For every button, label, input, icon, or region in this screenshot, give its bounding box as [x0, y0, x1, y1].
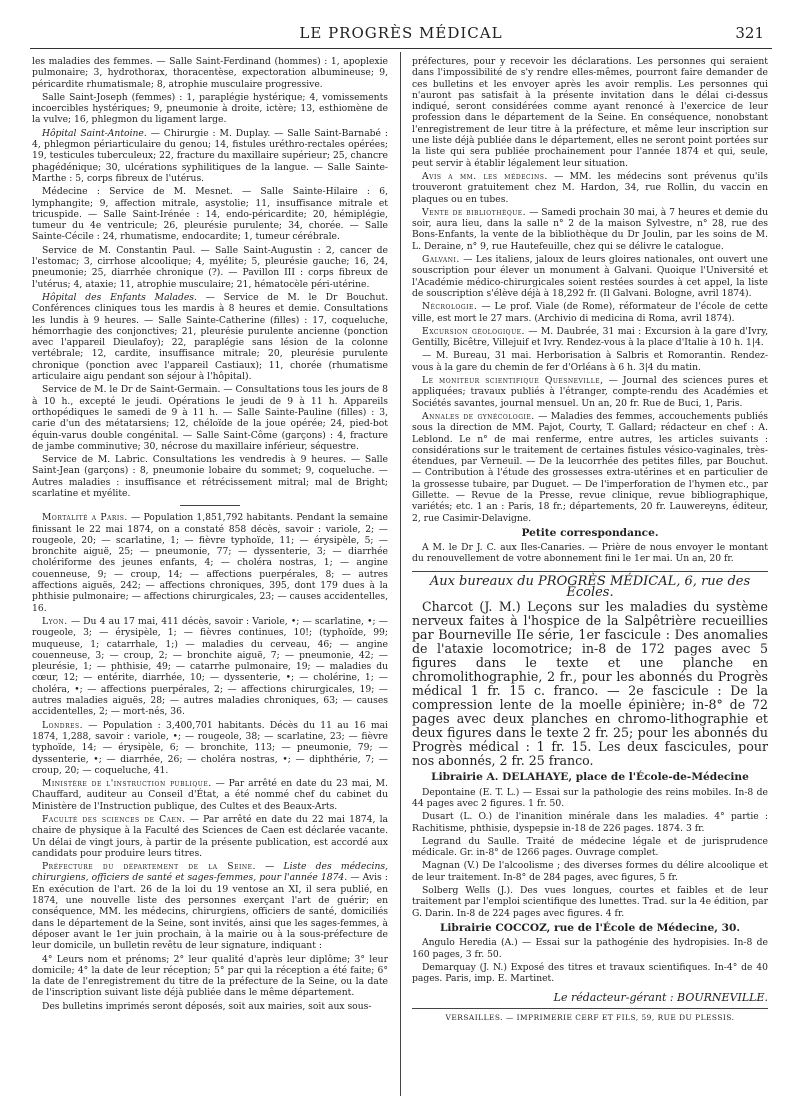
section-title: Préfecture du département de la Seine.	[42, 861, 256, 873]
right-column	[412, 56, 768, 1023]
paragraph	[32, 861, 388, 951]
paragraph: 4° Leurs nom et prénoms; 2° leur qualité d'après leur diplôme; 3° leur domicile; 4° la date de leur réception; 5° par qui la réception a été faite; 6° la date de l'enregistrement du titre de la préfecture de la Seine, ou la date de l'inscription suivant liste déjà publiée dans le même département.	[32, 953, 388, 999]
paragraph-text: — Par arrêté en date du 22 mai 1874, la chaire de physique à la Faculté des Sciences de Caen est déclarée vacante. Un délai de vingt jours, à partir de la présente publication, est accordé aux candidats pour produire leurs titres.	[32, 814, 388, 859]
advertisement-text: Charcot (J. M.) Leçons sur les maladies du système nerveux faites à l'hospice de la Salpêtrière recueillies par Bourneville IIe série, 1er fascicule : Des anomalies de l'ataxie locomotrice; in-8 de 172 pages avec 5 figures dans le texte et une planche en chromolithographie, 2 fr., pour les abonnés du Progrès médical 1 fr. 15 c. franco. — 2e fascicule : De la compression lente de la moelle épinière; in-8° de 72 pages avec deux planches en chromo-lithographie et deux figures dans le texte 2 fr. 25; pour les abonnés du Progrès médical : 1 fr. 15. Les deux fascicules, pour nos abonnés, 2 fr. 25 franco.	[412, 599, 768, 769]
paragraph: A M. le Dr J. C. aux Iles-Canaries. — Prière de nous envoyer le montant du renouvellement de votre abonnement fini le 1er mai. Un an, 20 fr.	[412, 542, 768, 565]
paragraph: Service de M. le Dr de Saint-Germain. — Consultations tous les jours de 8 à 10 h., excepté le jeudi. Opérations le jeudi de 9 à 11 h. Appareils orthopédiques le samedi de 9 à 11 h. — Salle Sainte-Pauline (filles) : 3, carie d'un des métatarsiens; 12, chéloïde de la joue opérée; 24, pied-bot équin-varus double congénital. — Salle Saint-Côme (garçons) : 4, fracture de jambe comminutive; 30, nécrose du maxillaire inférieur, séquestre.	[32, 384, 388, 452]
left-column	[32, 56, 388, 1014]
section-title: Avis a mm. les médecins.	[422, 170, 548, 182]
section-title: Londres.	[42, 719, 84, 731]
paragraph: — M. Bureau, 31 mai. Herborisation à Salbris et Romorantin. Rendez-vous à la gare du chemin de fer d'Orléans à 6 h. 3|4 du matin.	[412, 350, 768, 373]
paragraph	[412, 375, 768, 409]
section-title: Mortalité a Paris.	[42, 512, 128, 524]
printer-footer: VERSAILLES. — IMPRIMERIE CERF ET FILS, 59, RUE DU PLESSIS.	[412, 1008, 768, 1023]
correspondence-heading: Petite correspondance.	[521, 526, 659, 539]
section-title: Hôpital Saint-Antoine.	[42, 127, 147, 139]
page-header	[30, 22, 772, 44]
paragraph	[32, 814, 388, 859]
paragraph	[412, 207, 768, 252]
section-title: Faculté des sciences de Caen.	[42, 814, 186, 825]
paragraph: les maladies des femmes. — Salle Saint-Ferdinand (hommes) : 1, apoplexie pulmonaire; 3, hydrothorax, thoracentèse, expectoration albumineuse; 9, péricardite rhumatismale; 8, atrophie musculaire progressive.	[32, 56, 388, 90]
book-entry: Legrand du Saulle. Traité de médecine légale et de jurisprudence médicale. Gr. in-8° de 1266 pages. Ouvrage complet.	[412, 835, 768, 859]
column-divider	[400, 52, 401, 1096]
section-title: Lyon.	[42, 615, 68, 627]
bookshop-heading: Librairie COCCOZ, rue de l'École de Médecine, 30.	[439, 921, 741, 934]
paragraph-text: — Avis : En exécution de l'art. 26 de la loi du 19 ventose an XI, il sera publié, en 1874, une nouvelle liste des personnes exerçant l'art de guérir; en conséquence, MM. les médecins, chirurgiens, officiers de santé, domiciliés dans le département de la Seine, sont invités, ainsi que les sages-femmes, à déposer avant le 1er juin prochain, à la mairie ou à la sous-préfecture de leur domicile, un bulletin revêtu de leur signature, indiquant :	[32, 872, 388, 952]
advertisement-heading: Aux bureaux du PROGRÈS MÉDICAL, 6, rue des Écoles.	[429, 573, 751, 601]
header-rule	[30, 48, 772, 49]
paragraph: Médecine : Service de M. Mesnet. — Salle Sainte-Hilaire : 6, lymphangite; 9, affection mitrale, asystolie; 11, insuffisance mitrale et tricuspide. — Salle Saint-Irénée : 14, endo-péricardite; 20, hémiplégie, tumeur du 4e ventricule; 26, pleurésie purulente; 34, chorée. — Salle Sainte-Cécile : 24, rhumatisme, endocardite; 1, tumeur cérébrale.	[32, 186, 388, 243]
paragraph-text: — Les italiens, jaloux de leurs gloires nationales, ont ouvert une souscription pour élever un monument à Galvani. Quoique l'Université et l'Académie médico-chirurgicales soient restées sourdes à cet appel, la liste de souscription s'élève déjà à 18,292 fr. (Il Galvani. Bologne, avril 1874).	[412, 254, 768, 299]
paragraph-text: — Le prof. Viale (de Rome), réformateur de l'école de cette ville, est mort le 27 mars. (Archivio di medicina di Roma, avril 1874).	[412, 301, 768, 324]
paragraph-text: — Journal des sciences pures et appliquées; travaux publiés à l'étranger, compte-rendu des Académies et Sociétés savantes, journal mensuel. Un an, 20 fr. Rue de Buci, 1, Paris.	[412, 375, 768, 409]
book-entry: Depontaine (E. T. L.) — Essai sur la pathologie des reins mobiles. In-8 de 44 pages avec 2 figures. 1 fr. 50.	[412, 786, 768, 809]
section-title: Ministère de l'instruction publique.	[42, 778, 212, 790]
paragraph	[412, 254, 768, 299]
paragraph	[412, 171, 768, 205]
section-rule	[412, 571, 768, 572]
paragraph: préfectures, pour y recevoir les déclarations. Les personnes qui seraient dans l'impossibilité de s'y rendre elles-mêmes, pourront faire demander de ces bulletins et les envoyer après les avoir remplis. Les personnes qui n'auront pas satisfait à la présente invitation dans le délai ci-dessus indiqué, seront considérées comme ayant renoncé à l'exercice de leur profession dans le département de la Seine. En conséquence, nonobstant l'enregistrement de leur titre à la préfecture, et même leur inscription sur une liste déjà publiée dans le département, elles ne seront point portées sur la liste qui sera publiée prochainement pour l'année 1874 et qui, seule, peut servir à établir légalement leur situation.	[412, 56, 768, 169]
section-rule	[180, 505, 240, 506]
paragraph-text: — Population : 3,400,701 habitants. Décès du 11 au 16 mai 1874, 1,288, savoir : variole, •; — rougeole, 38; — scarlatine, 23; — fièvre typhoïde, 14; — érysipèle, 6; — bronchite, 113; — pneumonie, 79; — dyssenterie, •; — diarrhée, 26; — choléra nostras, •; — diphthérie, 7; — croup, 20; — coqueluche, 41.	[32, 719, 388, 776]
paragraph	[32, 720, 388, 776]
paragraph: Salle Saint-Joseph (femmes) : 1, paraplégie hystérique; 4, vomissements incoercibles hystériques; 9, pneumonie à droite, ictère; 13, esthiomène de la vulve; 16, phlegmon du ligament large.	[32, 91, 388, 126]
bookshop-heading: Librairie A. DELAHAYE, place de l'École-de-Médecine	[431, 771, 749, 784]
paragraph-text: — MM. les médecins sont prévenus qu'ils trouveront gratuitement chez M. Hardon, 34, rue Rollin, du vaccin en plaques ou en tubes.	[412, 170, 768, 205]
section-title: Annales de gynécologie.	[422, 410, 535, 422]
section-title: Le moniteur scientifique Quesneville,	[422, 375, 604, 387]
book-entry: Solberg Wells (J.). Des vues longues, courtes et faibles et de leur traitement par l'emploi scientifique des lunettes. Trad. sur la 4e édition, par G. Darin. In-8 de 224 pages avec figures. 4 fr.	[412, 885, 768, 919]
section-title: Vente de bibliothèque.	[422, 206, 527, 218]
paragraph	[32, 128, 388, 184]
paragraph	[412, 326, 768, 349]
paragraph-text: — M. Daubrée, 31 mai : Excursion à la gare d'Ivry, Gentilly, Bicêtre, Villejuif et Ivry. Rendez-vous à la place d'Italie à 10 h. 1|4.	[412, 325, 768, 349]
paragraph: Des bulletins imprimés seront déposés, soit aux mairies, soit aux sous-	[42, 1000, 372, 1012]
book-entry: Dusart (L. O.) de l'inanition minérale dans les maladies. 4° partie : Rachitisme, phthisie, dyspepsie in-18 de 226 pages. 1874. 3 fr.	[412, 811, 768, 834]
section-title: Galvani.	[422, 254, 460, 266]
paragraph: Service de M. Constantin Paul. — Salle Saint-Augustin : 2, cancer de l'estomac; 3, cirrhose alcoolique; 4, myélite; 5, pleurésie gauche; 16, 24, pneumonie; 25, diarrhée chronique (?). — Pavillon III : corps fibreux de l'utérus; 4, ataxie; 11, atrophie musculaire; 21, hématocèle péri-utérine.	[32, 244, 388, 290]
paragraph-text: — Population 1,851,792 habitants. Pendant la semaine finissant le 22 mai 1874, on a constaté 858 décès, savoir : variole, 2; — rougeole, 20; — scarlatine, 1; — fièvre typhoïde, 11; — érysipèle, 5; — bronchite aiguë, 25; — pneumonie, 77; — dyssenterie, 3; — diarrhée cholériforme des jeunes enfants, 4; — choléra nostras, 1; — angine couenneuse, 9; — croup, 14; — affections puerpérales, 8; — autres affections aiguës, 242; — affections chroniques, 395, dont 179 dues à la phthisie pulmonaire; — affections chirurgicales, 23; — causes accidentelles, 16.	[32, 512, 388, 614]
page-number: 321	[735, 24, 764, 42]
paragraph	[32, 778, 388, 812]
paragraph-text: — Samedi prochain 30 mai, à 7 heures et demie du soir, aura lieu, dans la salle n° 2 de la maison Sylvestre, n° 28, rue des Bons-Enfants, la vente de la bibliothèque du Dr Joulin, par les soins de M. L. Deraine, n° 9, rue Hautefeuille, chez qui se délivre le catalogue.	[412, 206, 768, 252]
paragraph: Service de M. Labric. Consultations les vendredis à 9 heures. — Salle Saint-Jean (garçons) : 8, pneumonie lobaire du sommet; 9, coqueluche. — Autres maladies : insuffisance et rétrécissement mitral; mal de Bright; scarlatine et myélite.	[32, 454, 388, 499]
paragraph	[32, 292, 388, 382]
section-title: Excursion géologique.	[422, 325, 525, 337]
book-entry: Angulo Heredia (A.) — Essai sur la pathogénie des hydropisies. In-8 de 160 pages, 3 fr. 50.	[412, 937, 768, 960]
paragraph	[32, 616, 388, 718]
book-entry: Demarquay (J. N.) Exposé des titres et travaux scientifiques. In-4° de 40 pages. Paris, imp. E. Martinet.	[412, 961, 768, 985]
section-title: Nécrologie.	[422, 301, 478, 313]
paragraph	[412, 301, 768, 324]
editor-signature: Le rédacteur-gérant : BOURNEVILLE.	[553, 991, 768, 1005]
paragraph-text: — Maladies des femmes, accouchements publiés sous la direction de MM. Pajot, Courty, T. Gallard; rédacteur en chef : A. Leblond. Le n° de mai renferme, entre autres, les articles suivants : considérations sur le traitement de certaines fistules vésico-vaginales, très-étendues, par Verneuil. — De la leucorrhée des petites filles, par Bouchut. — Contribution à l'étude des grossesses extra-utérines et en particulier de la grossesse tubaire, par Duguet. — De l'imperforation de l'hymen etc., par Gillette. — Revue de la Presse, revue clinique, revue bibliographique, variétés; etc. 1 an : Paris, 18 fr.; départements, 20 fr. Lauwereyns, éditeur, 2, rue Casimir-Delavigne.	[412, 410, 768, 524]
paragraph-text: — Par arrêté en date du 23 mai, M. Chauffard, auditeur au Conseil d'État, a été nommé chef du cabinet du Ministère de l'Instruction publique, des Cultes et des Beaux-Arts.	[32, 778, 388, 812]
paragraph-text: — Chirurgie : M. Duplay. — Salle Saint-Barnabé : 4, phlegmon périarticulaire du genou; 14, fistules uréthro-rectales opérées; 19, testicules tuberculeux; 22, fracture du maxillaire supérieur; 25, chancre phagédénique; 30, ulcérations syphilitiques de la langue. — Salle Sainte-Marthe : 5, corps fibreux de l'utérus.	[32, 127, 388, 184]
section-title: Hôpital des Enfants Malades.	[42, 291, 197, 303]
paragraph	[412, 411, 768, 524]
book-entry: Magnan (V.) De l'alcoolisme ; des diverses formes du délire alcoolique et de leur traitement. In-8° de 284 pages, avec figures, 5 fr.	[412, 860, 768, 883]
paragraph-text: — Du 4 au 17 mai, 411 décès, savoir : Variole, •; — scarlatine, •; — rougeole, 3; — érysipèle, 1; — fièvres continues, 10!; (typhoïde, 99; muqueuse, 1; catarrhale, 1;) — maladies du cerveau, 46; — angine couenneuse, 3; — croup, 2; — bronchite aiguë, 7; — pneumonie, 42; — pleurésie, 1; — phthisie, 49; — catarrhe pulmonaire, 19; — maladies du cœur, 12; — entérite, diarrhée, 10; — dyssenterie, •; — cholérine, 1; — choléra, •; — affections puerpérales, 2; — affections chirurgicales, 19; — autres maladies aiguës, 28; — autres maladies chroniques, 63; — causes accidentelles, 2; — mort-nés, 36.	[32, 615, 388, 718]
paragraph-text: — Service de M. le Dr Bouchut. Conférences cliniques tous les mardis à 8 heures et demie. Consultations les lundis à 9 heures. — Salle Sainte-Catherine (filles) : 17, coqueluche, hémorrhagie des conjonctives; 21, pleurésie purulente ancienne (ponction avec l'appareil Dieulafoy); 22, paraplégie sans lésion de la colonne vertébrale; 12, cardite, insuffisance mitrale; 20, pleurésie purulente chronique (ponction avec l'appareil Castiaux); 11, chorée (rhumatisme articulaire aigu pendant son séjour à l'hôpital).	[32, 291, 388, 383]
journal-title: LE PROGRÈS MÉDICAL	[299, 24, 503, 42]
section-subtitle: — Liste des médecins, chirurgiens, officiers de santé et sages-femmes, pour l'année 1874.	[32, 861, 389, 884]
paragraph	[32, 512, 388, 614]
